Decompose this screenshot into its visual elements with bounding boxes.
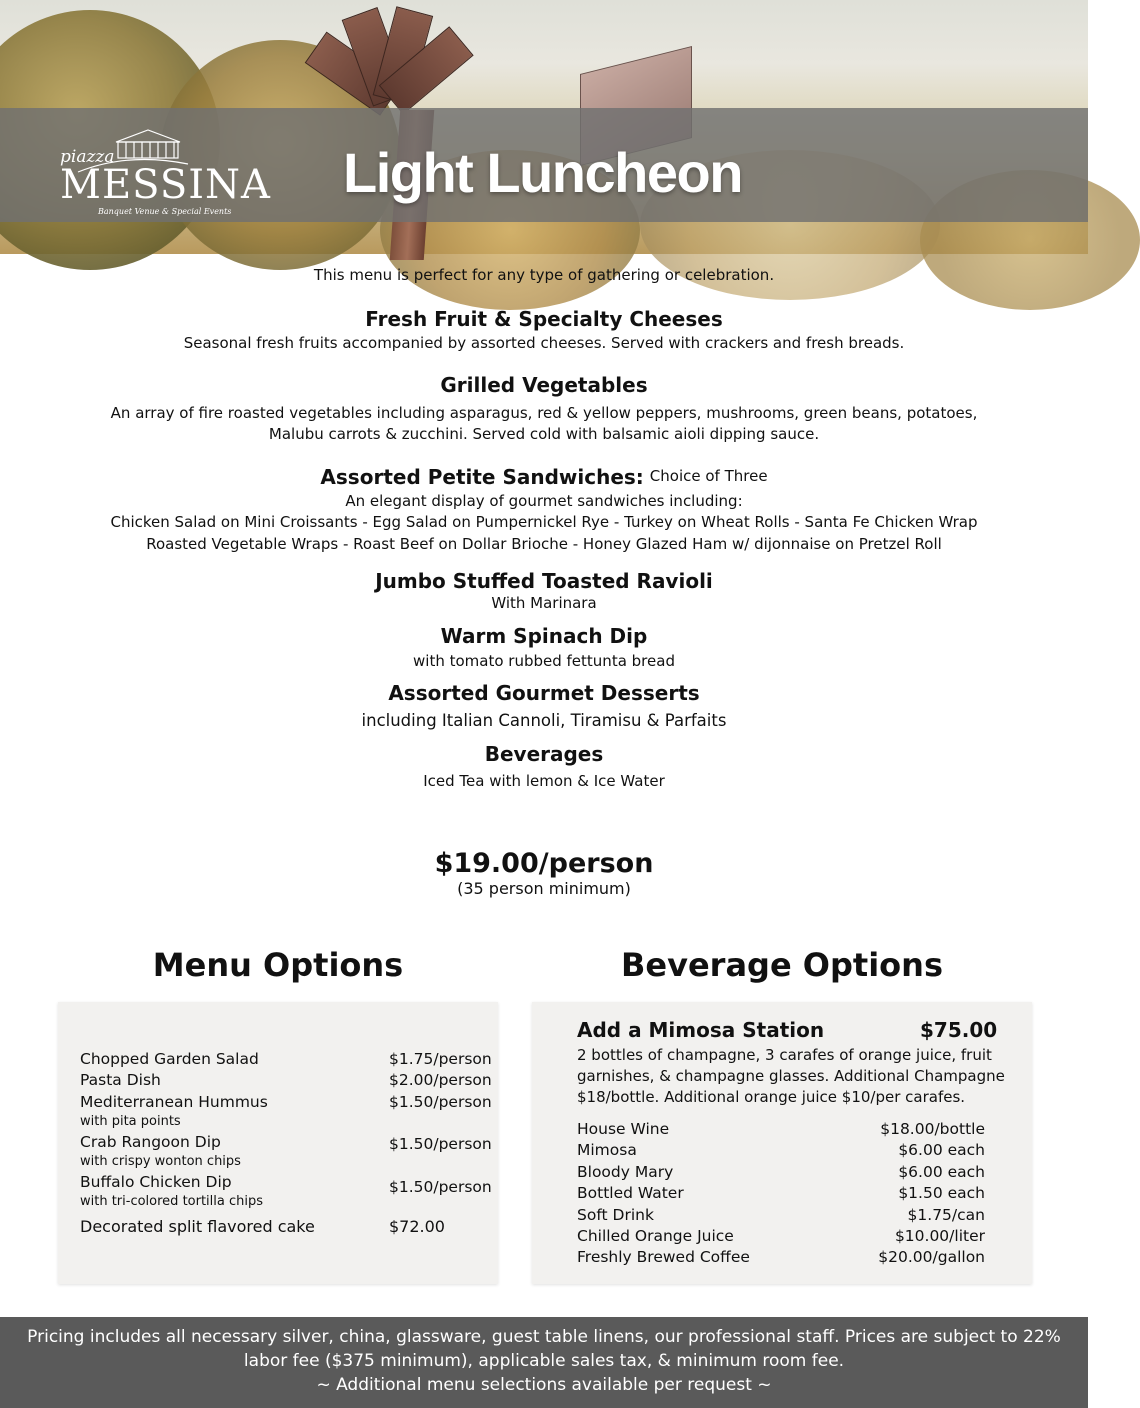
option-price: $1.50/person bbox=[389, 1135, 492, 1153]
desserts-heading: Assorted Gourmet Desserts bbox=[388, 681, 700, 705]
option-name: Mediterranean Hummus bbox=[80, 1093, 268, 1111]
svg-text:Banquet Venue & Special Events: Banquet Venue & Special Events bbox=[98, 207, 232, 216]
footer-line: Pricing includes all necessary silver, china, glassware, guest table linens, our professional staff. Prices are subject to 22% bbox=[27, 1327, 1061, 1347]
fruit-description: Seasonal fresh fruits accompanied by assorted cheeses. Served with crackers and fresh breads. bbox=[183, 334, 905, 352]
vegetables-description: Malubu carrots & zucchini. Served cold with balsamic aioli dipping sauce. bbox=[268, 425, 820, 443]
beverage-options-heading: Beverage Options bbox=[621, 946, 943, 984]
svg-text:MESSINA: MESSINA bbox=[60, 162, 271, 208]
fruit-heading: Fresh Fruit & Specialty Cheeses bbox=[365, 307, 723, 331]
option-price: $1.75/person bbox=[389, 1050, 492, 1068]
sandwiches-heading-row bbox=[0, 465, 1088, 489]
beverage-price: $1.50 each bbox=[898, 1184, 985, 1202]
mimosa-station-description: 2 bottles of champagne, 3 carafes of orange juice, fruit garnishes, & champagne glasses. Additional Champagne $18/bottle. Additional orange juice $10/per carafes. bbox=[577, 1046, 1005, 1106]
menu-options-heading: Menu Options bbox=[152, 946, 404, 984]
price-per-person: $19.00/person bbox=[434, 848, 654, 879]
beverage-price: $6.00 each bbox=[898, 1141, 985, 1159]
option-name: Decorated split flavored cake bbox=[80, 1217, 315, 1236]
ravioli-description: With Marinara bbox=[491, 594, 597, 612]
piazza-messina-logo bbox=[58, 112, 271, 220]
beverage-name: Mimosa bbox=[577, 1141, 637, 1159]
vegetables-description: An array of fire roasted vegetables including asparagus, red & yellow peppers, mushrooms, green beans, potatoes, bbox=[110, 404, 978, 422]
sandwiches-heading: Assorted Petite Sandwiches: bbox=[320, 465, 644, 489]
option-subtext: with tri-colored tortilla chips bbox=[80, 1194, 264, 1209]
svg-text:piazza: piazza bbox=[60, 147, 115, 167]
beverage-price: $10.00/liter bbox=[894, 1227, 985, 1245]
option-subtext: with crispy wonton chips bbox=[80, 1154, 241, 1169]
mimosa-station-title: Add a Mimosa Station bbox=[577, 1018, 825, 1042]
mimosa-station-price: $75.00 bbox=[920, 1018, 998, 1042]
beverage-price: $1.75/can bbox=[907, 1206, 985, 1224]
footer-note: ~ Additional menu selections available per request ~ bbox=[316, 1375, 772, 1395]
intro-text: This menu is perfect for any type of gathering or celebration. bbox=[313, 266, 775, 284]
header-photo bbox=[0, 0, 1088, 254]
beverage-name: Soft Drink bbox=[577, 1206, 654, 1224]
beverages-heading: Beverages bbox=[484, 742, 604, 766]
option-name: Chopped Garden Salad bbox=[80, 1050, 259, 1068]
footer-line: labor fee ($375 minimum), applicable sales tax, & minimum room fee. bbox=[243, 1351, 845, 1371]
option-price: $1.50/person bbox=[389, 1178, 492, 1196]
vegetables-heading: Grilled Vegetables bbox=[440, 373, 648, 397]
beverage-name: Freshly Brewed Coffee bbox=[577, 1248, 750, 1266]
beverages-description: Iced Tea with lemon & Ice Water bbox=[423, 772, 665, 790]
option-price: $72.00 bbox=[389, 1217, 445, 1236]
sandwiches-description: An elegant display of gourmet sandwiches including: bbox=[345, 492, 743, 510]
beverage-name: House Wine bbox=[577, 1120, 670, 1138]
beverage-price: $18.00/bottle bbox=[880, 1120, 985, 1138]
spinach-dip-description: with tomato rubbed fettunta bread bbox=[413, 652, 675, 670]
pricing-footer bbox=[0, 1317, 1088, 1408]
ravioli-heading: Jumbo Stuffed Toasted Ravioli bbox=[375, 569, 713, 593]
option-price: $1.50/person bbox=[389, 1093, 492, 1111]
beverage-price: $20.00/gallon bbox=[878, 1248, 985, 1266]
sandwiches-choice: Choice of Three bbox=[649, 467, 768, 485]
option-name: Buffalo Chicken Dip bbox=[80, 1173, 232, 1191]
beverage-name: Bloody Mary bbox=[577, 1163, 674, 1181]
beverage-price: $6.00 each bbox=[898, 1163, 985, 1181]
spinach-dip-heading: Warm Spinach Dip bbox=[440, 624, 648, 648]
option-price: $2.00/person bbox=[389, 1071, 492, 1089]
sandwiches-list: Roasted Vegetable Wraps - Roast Beef on Dollar Brioche - Honey Glazed Ham w/ dijonnaise on Pretzel Roll bbox=[146, 535, 942, 553]
option-subtext: with pita points bbox=[80, 1114, 181, 1129]
desserts-description: including Italian Cannoli, Tiramisu & Parfaits bbox=[361, 711, 727, 730]
price-minimum: (35 person minimum) bbox=[457, 879, 631, 898]
beverage-name: Bottled Water bbox=[577, 1184, 684, 1202]
page-title: Light Luncheon bbox=[343, 141, 742, 204]
sandwiches-list: Chicken Salad on Mini Croissants - Egg Salad on Pumpernickel Rye - Turkey on Wheat Rolls - Santa Fe Chicken Wrap bbox=[110, 513, 978, 531]
beverage-name: Chilled Orange Juice bbox=[577, 1227, 734, 1245]
option-name: Crab Rangoon Dip bbox=[80, 1133, 221, 1151]
option-name: Pasta Dish bbox=[80, 1071, 161, 1089]
